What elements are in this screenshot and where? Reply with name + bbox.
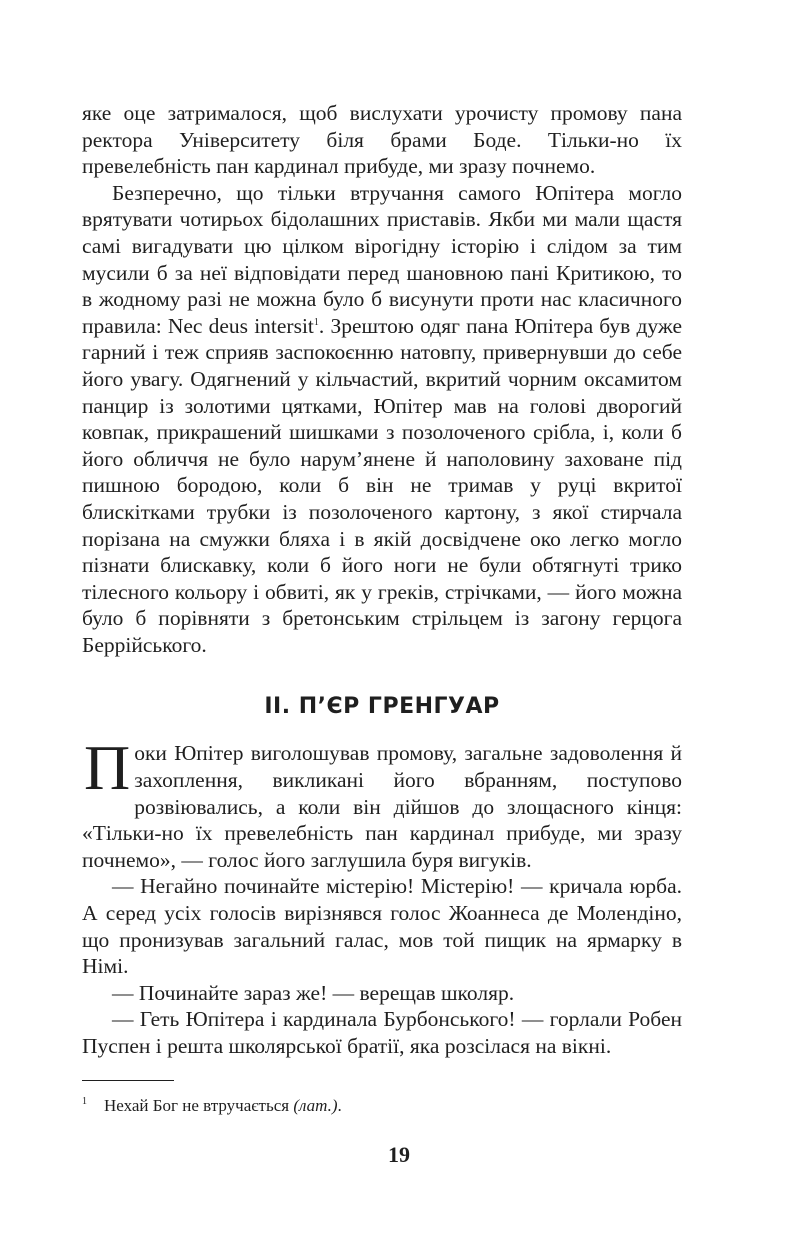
paragraph-crowd: — Негайно починайте містерію! Містерію! — кричала юрба. А серед усіх голосів вирізнявся голос Жоаннеса де Молендіно, що пронизував загальний галас, мов той пищик на ярмарку в Німі. <box>82 874 682 979</box>
footnote: 1 Нехай Бог не втручається (лат.). <box>82 1095 342 1115</box>
drop-cap: П <box>84 732 131 804</box>
paragraph-continuation: яке оце затрималося, щоб вислухати урочисту промову пана ректора Університету біля брами Боде. Тільки-но їх превелебність пан кардинал прибуде, ми зразу почнемо. <box>82 101 682 179</box>
footnote-divider <box>82 1080 174 1081</box>
footnote-text: Нехай Бог не втручається <box>104 1095 294 1115</box>
footnote-reference[interactable]: 1 <box>313 316 319 328</box>
footnote-language: (лат.) <box>293 1095 338 1115</box>
paragraph-chapter-opening-text: оки Юпітер виголошував промову, загальне задоволення й захоплення, викликані його вбранням, поступово розвіювались, а коли він дійшов до злощасного кінця: «Тільки-но їх превелебність пан кардинал прибуде, ми зразу почнемо», — голос його заглушила буря вигуків. <box>82 741 682 872</box>
paragraph-chapter-opening <box>82 732 682 873</box>
paragraph-student: — Починайте зараз же! — верещав школяр. <box>112 980 515 1005</box>
page-number: 19 <box>388 1142 410 1167</box>
paragraph-jupiter <box>82 180 682 659</box>
paragraph-jupiter-part-2: . Зрештою одяг пана Юпітера був дуже гарний і теж сприяв заспокоєнню натовпу, привернувши до себе його увагу. Одягнений у кільчастий, вкритий чорним оксамитом панцир із золотими цятками, Юпітер мав на голові дворогий ковпак, прикрашений шишками з позолоченого срібла, і, коли б його обличчя не було нарум’янене й наполовину заховане під пишною бородою, коли б він не тримав у руці вкритої блискітками трубки із позолоченого картону, з якої стирчала порізана на смужки бляха і в якій досвідчене око легко могло пізнати блискавку, коли б його ноги не були обтягнуті трико тілесного кольору і обвиті, як у греків, стрічками, — його можна було б порівняти з бретонським стрільцем із загону герцога Беррійського. <box>82 313 682 657</box>
page-body <box>82 100 682 1117</box>
paragraph-robin: — Геть Юпітера і кардинала Бурбонського! — горлали Робен Пуспен і решта школярської братії, яка розсілася на вікні. <box>82 1007 682 1058</box>
footnote-end: . <box>337 1095 342 1115</box>
chapter-heading: II. П’ЄР ГРЕНГУАР <box>264 694 500 720</box>
paragraph-jupiter-part-1: Безперечно, що тільки втручання самого Юпітера могло врятувати чотирьох бідолашних приставів. Якби ми мали щастя самі вигадувати цю цілком вірогідну історію і слідом за тим мусили б за неї відповідати перед шановною пані Критикою, то в жодному разі не можна було б висунути проти нас класичного правила: Nec deus intersit <box>82 180 682 338</box>
